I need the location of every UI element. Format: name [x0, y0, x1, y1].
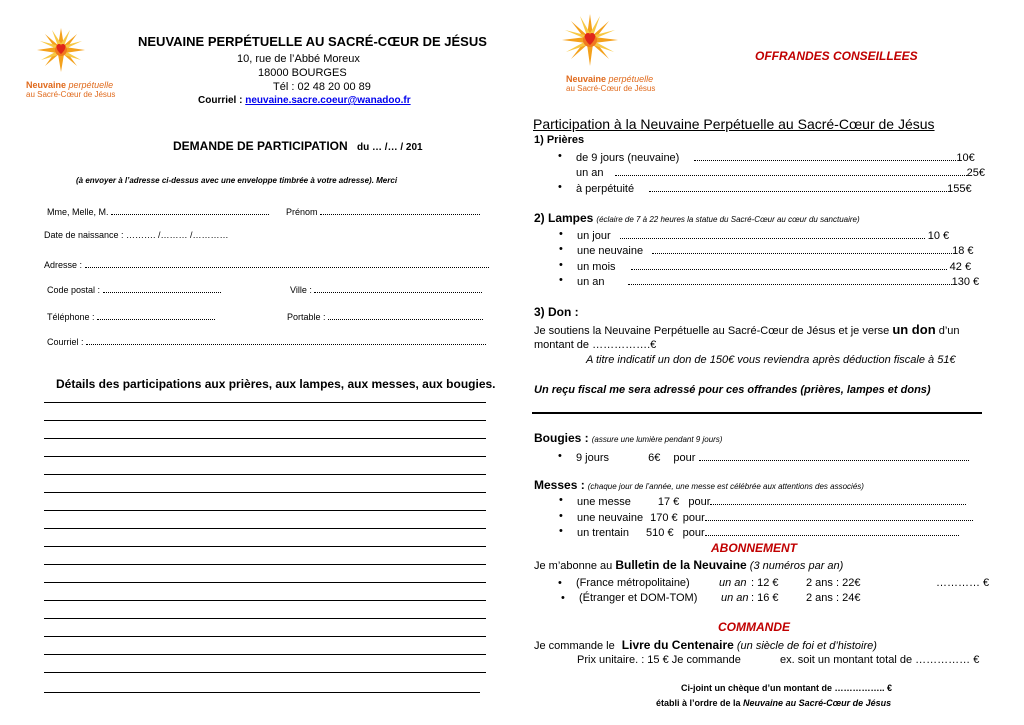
- field-code-postal-input[interactable]: [103, 282, 221, 293]
- bougie-pour-input[interactable]: [699, 450, 969, 461]
- writing-line: [44, 546, 486, 547]
- messe-pour: pour: [682, 512, 705, 524]
- abonnement-option[interactable]: [579, 592, 979, 604]
- dotted-leader: [631, 259, 947, 270]
- writing-line: [44, 654, 486, 655]
- don-text-end: d’un: [938, 325, 960, 337]
- address-line-2: 18000 BOURGES: [258, 67, 347, 79]
- field-code-postal: [47, 282, 221, 295]
- bougie-label: 9 jours: [576, 452, 610, 464]
- field-ville: [290, 282, 482, 295]
- writing-line: [44, 600, 486, 601]
- messe-price: 17 €: [657, 496, 680, 508]
- lampes-heading: 2) Lampes: [534, 211, 594, 225]
- priere-price: 10€: [956, 152, 975, 164]
- dotted-leader: [694, 150, 956, 161]
- messe-pour-input[interactable]: [710, 494, 966, 505]
- abonnement-price-1an: : 16 €: [751, 592, 779, 604]
- logo-line-3: au Sacré-Cœur de Jésus: [26, 90, 116, 99]
- demande-date: du … /… / 201: [357, 142, 423, 153]
- bougies-note: (assure une lumière pendant 9 jours): [591, 435, 723, 444]
- writing-line: [44, 692, 480, 693]
- commande-prix: Prix unitaire. : 15 € Je commande: [577, 654, 741, 666]
- lampe-label: un mois: [577, 261, 616, 273]
- abonne-text: Je m’abonne au: [534, 560, 613, 572]
- commande-title: COMMANDE: [718, 620, 790, 634]
- field-name-input[interactable]: [111, 204, 269, 215]
- messe-pour-input[interactable]: [705, 525, 959, 536]
- abonnement-price-2ans: 2 ans : 22€: [806, 577, 861, 589]
- commande-note: (un siècle de foi et d’histoire): [736, 640, 877, 652]
- writing-line: [44, 438, 486, 439]
- don-amount[interactable]: montant de …………….€: [534, 339, 657, 351]
- abonnement-title: ABONNEMENT: [711, 541, 797, 555]
- field-ville-input[interactable]: [314, 282, 482, 293]
- messe-price: 510 €: [646, 527, 674, 539]
- writing-line: [44, 564, 486, 565]
- participation-title: Participation à la Neuvaine Perpétuelle au Sacré-Cœur de Jésus: [533, 116, 935, 132]
- org-title: NEUVAINE PERPÉTUELLE AU SACRÉ-CŒUR DE JÉSUS: [138, 34, 487, 49]
- lampe-item: [577, 274, 979, 288]
- abonnement-total[interactable]: ………… €: [936, 577, 990, 589]
- lampe-item: [577, 228, 949, 242]
- logo-line-2: perpétuelle: [68, 80, 114, 90]
- messe-label: une neuvaine: [577, 512, 644, 524]
- field-portable-input[interactable]: [328, 309, 483, 320]
- abonnement-zone: (France métropolitaine): [576, 577, 690, 589]
- abonnement-option[interactable]: [576, 577, 990, 589]
- writing-line: [44, 528, 486, 529]
- priere-label: un an: [576, 167, 604, 179]
- field-courriel-input[interactable]: [86, 334, 486, 345]
- cheque-ordre: établi à l’ordre de la: [656, 698, 741, 708]
- commande-line: [534, 638, 877, 652]
- field-adresse-label: Adresse :: [44, 260, 83, 270]
- field-birth[interactable]: Date de naissance : ………. /……… /…………: [44, 230, 229, 240]
- email-label: Courriel :: [198, 95, 243, 106]
- priere-item: [576, 150, 980, 164]
- lampe-price: 42 €: [949, 261, 972, 273]
- dotted-leader: [620, 228, 925, 239]
- field-prenom-label: Prénom: [286, 207, 318, 217]
- left-logo: [25, 26, 116, 101]
- writing-line: [44, 672, 486, 673]
- writing-line: [44, 474, 486, 475]
- cheque-beneficiaire: Neuvaine au Sacré-Cœur de Jésus: [743, 698, 892, 708]
- priere-label: de 9 jours (neuvaine): [576, 152, 680, 164]
- sacred-heart-logo-icon: [25, 26, 105, 81]
- field-telephone-label: Téléphone :: [47, 312, 95, 322]
- logo-line-1: Neuvaine: [26, 80, 67, 90]
- lampes-note: (éclaire de 7 à 22 heures la statue du Sacré-Cœur au cœur du sanctuaire): [596, 215, 860, 224]
- messe-item: [577, 525, 959, 539]
- abonne-note: (3 numéros par an): [749, 560, 844, 572]
- field-portable-label: Portable :: [287, 312, 326, 322]
- messe-label: un trentain: [577, 527, 629, 539]
- lampe-price: 130 €: [951, 276, 980, 288]
- field-code-postal-label: Code postal :: [47, 285, 101, 295]
- messe-pour: pour: [688, 496, 711, 508]
- abonnement-price-2ans: 2 ans : 24€: [806, 592, 861, 604]
- writing-line: [44, 492, 486, 493]
- field-telephone: [47, 309, 215, 322]
- lampe-price: 10 €: [927, 230, 950, 242]
- don-fiscal-note: A titre indicatif un don de 150€ vous reviendra après déduction fiscale à 51€: [586, 354, 956, 366]
- messe-price: 170 €: [650, 512, 678, 524]
- abonnement-un-an: un an: [721, 592, 749, 604]
- cheque-line-1: Ci-joint un chèque d’un montant de …………….. €: [681, 683, 892, 693]
- abonnement-price-1an: : 12 €: [751, 577, 779, 589]
- abonnement-un-an: un an: [719, 577, 747, 589]
- dotted-leader: [649, 181, 947, 192]
- priere-price: 25€: [966, 167, 985, 179]
- field-courriel-label: Courriel :: [47, 337, 84, 347]
- messes-heading: Messes :: [534, 478, 585, 492]
- abonnement-line: [534, 558, 843, 572]
- field-name: [47, 204, 269, 217]
- field-adresse-input[interactable]: [85, 257, 489, 268]
- logo-line-3: au Sacré-Cœur de Jésus: [566, 84, 656, 93]
- messes-note: (chaque jour de l’année, une messe est célébrée aux attentions des associés): [587, 482, 864, 491]
- lampe-label: un jour: [577, 230, 611, 242]
- field-telephone-input[interactable]: [97, 309, 215, 320]
- lampe-item: [577, 243, 974, 257]
- address-line-1: 10, rue de l’Abbé Moreux: [237, 53, 360, 65]
- sacred-heart-logo-icon: [548, 12, 638, 74]
- logo-line-1: Neuvaine: [566, 74, 607, 84]
- offrandes-title: OFFRANDES CONSEILLEES: [755, 49, 918, 63]
- don-heading: 3) Don :: [534, 305, 579, 319]
- priere-item: [576, 181, 980, 195]
- section-divider: [532, 412, 982, 414]
- lampe-label: une neuvaine: [577, 245, 644, 257]
- field-courriel: [47, 334, 486, 347]
- field-name-label: Mme, Melle, M.: [47, 207, 109, 217]
- field-ville-label: Ville :: [290, 285, 312, 295]
- writing-line: [44, 582, 486, 583]
- lampe-price: 18 €: [952, 245, 974, 257]
- don-line-1: [534, 322, 960, 337]
- recu-fiscal-note: Un reçu fiscal me sera adressé pour ces offrandes (prières, lampes et dons): [534, 384, 931, 396]
- livre-name: Livre du Centenaire: [621, 638, 734, 652]
- prieres-heading: 1) Prières: [534, 134, 585, 146]
- bougie-item: [576, 450, 969, 464]
- don-text: Je soutiens la Neuvaine Perpétuelle au Sacré-Cœur de Jésus et je verse: [534, 325, 890, 337]
- dotted-leader: [615, 165, 967, 176]
- writing-line: [44, 636, 486, 637]
- logo-line-2: perpétuelle: [608, 74, 654, 84]
- commande-total[interactable]: ex. soit un montant total de …………… €: [780, 654, 980, 666]
- writing-line: [44, 456, 486, 457]
- details-title: Détails des participations aux prières, aux lampes, aux messes, aux bougies.: [56, 377, 496, 391]
- dotted-leader: [628, 274, 952, 285]
- abonnement-zone: (Étranger et DOM-TOM): [579, 592, 698, 604]
- writing-line: [44, 510, 486, 511]
- dotted-leader: [652, 243, 952, 254]
- writing-line: [44, 420, 486, 421]
- messe-label: une messe: [577, 496, 631, 508]
- field-prenom-input[interactable]: [320, 204, 480, 215]
- cheque-line-2: [656, 698, 891, 708]
- bougie-price: 6€: [648, 452, 661, 464]
- field-prenom: [286, 204, 480, 217]
- phone-number: Tél : 02 48 20 00 89: [273, 81, 371, 93]
- bulletin-name: Bulletin de la Neuvaine: [615, 558, 747, 572]
- commande-text: Je commande le: [534, 640, 615, 652]
- bougies-heading: Bougies :: [534, 431, 589, 445]
- messe-pour-input[interactable]: [705, 510, 973, 521]
- lampe-label: un an: [577, 276, 605, 288]
- messe-pour: pour: [682, 527, 705, 539]
- email-link[interactable]: neuvaine.sacre.coeur@wanadoo.fr: [245, 95, 411, 106]
- messe-item: [577, 510, 973, 524]
- writing-line: [44, 618, 486, 619]
- demande-title: DEMANDE DE PARTICIPATION: [173, 139, 348, 153]
- field-portable: [287, 309, 483, 322]
- don-word: un don: [892, 322, 936, 337]
- priere-price: 155€: [947, 183, 972, 195]
- field-adresse: [44, 257, 489, 270]
- instruction-text: (à envoyer à l’adresse ci-dessus avec une enveloppe timbrée à votre adresse). Merci: [76, 176, 398, 185]
- priere-label: à perpétuité: [576, 183, 635, 195]
- lampe-item: [577, 259, 971, 273]
- messe-item: [577, 494, 966, 508]
- priere-item: [576, 165, 985, 179]
- bougie-pour: pour: [673, 452, 696, 464]
- writing-line: [44, 402, 486, 403]
- right-logo: [548, 12, 656, 97]
